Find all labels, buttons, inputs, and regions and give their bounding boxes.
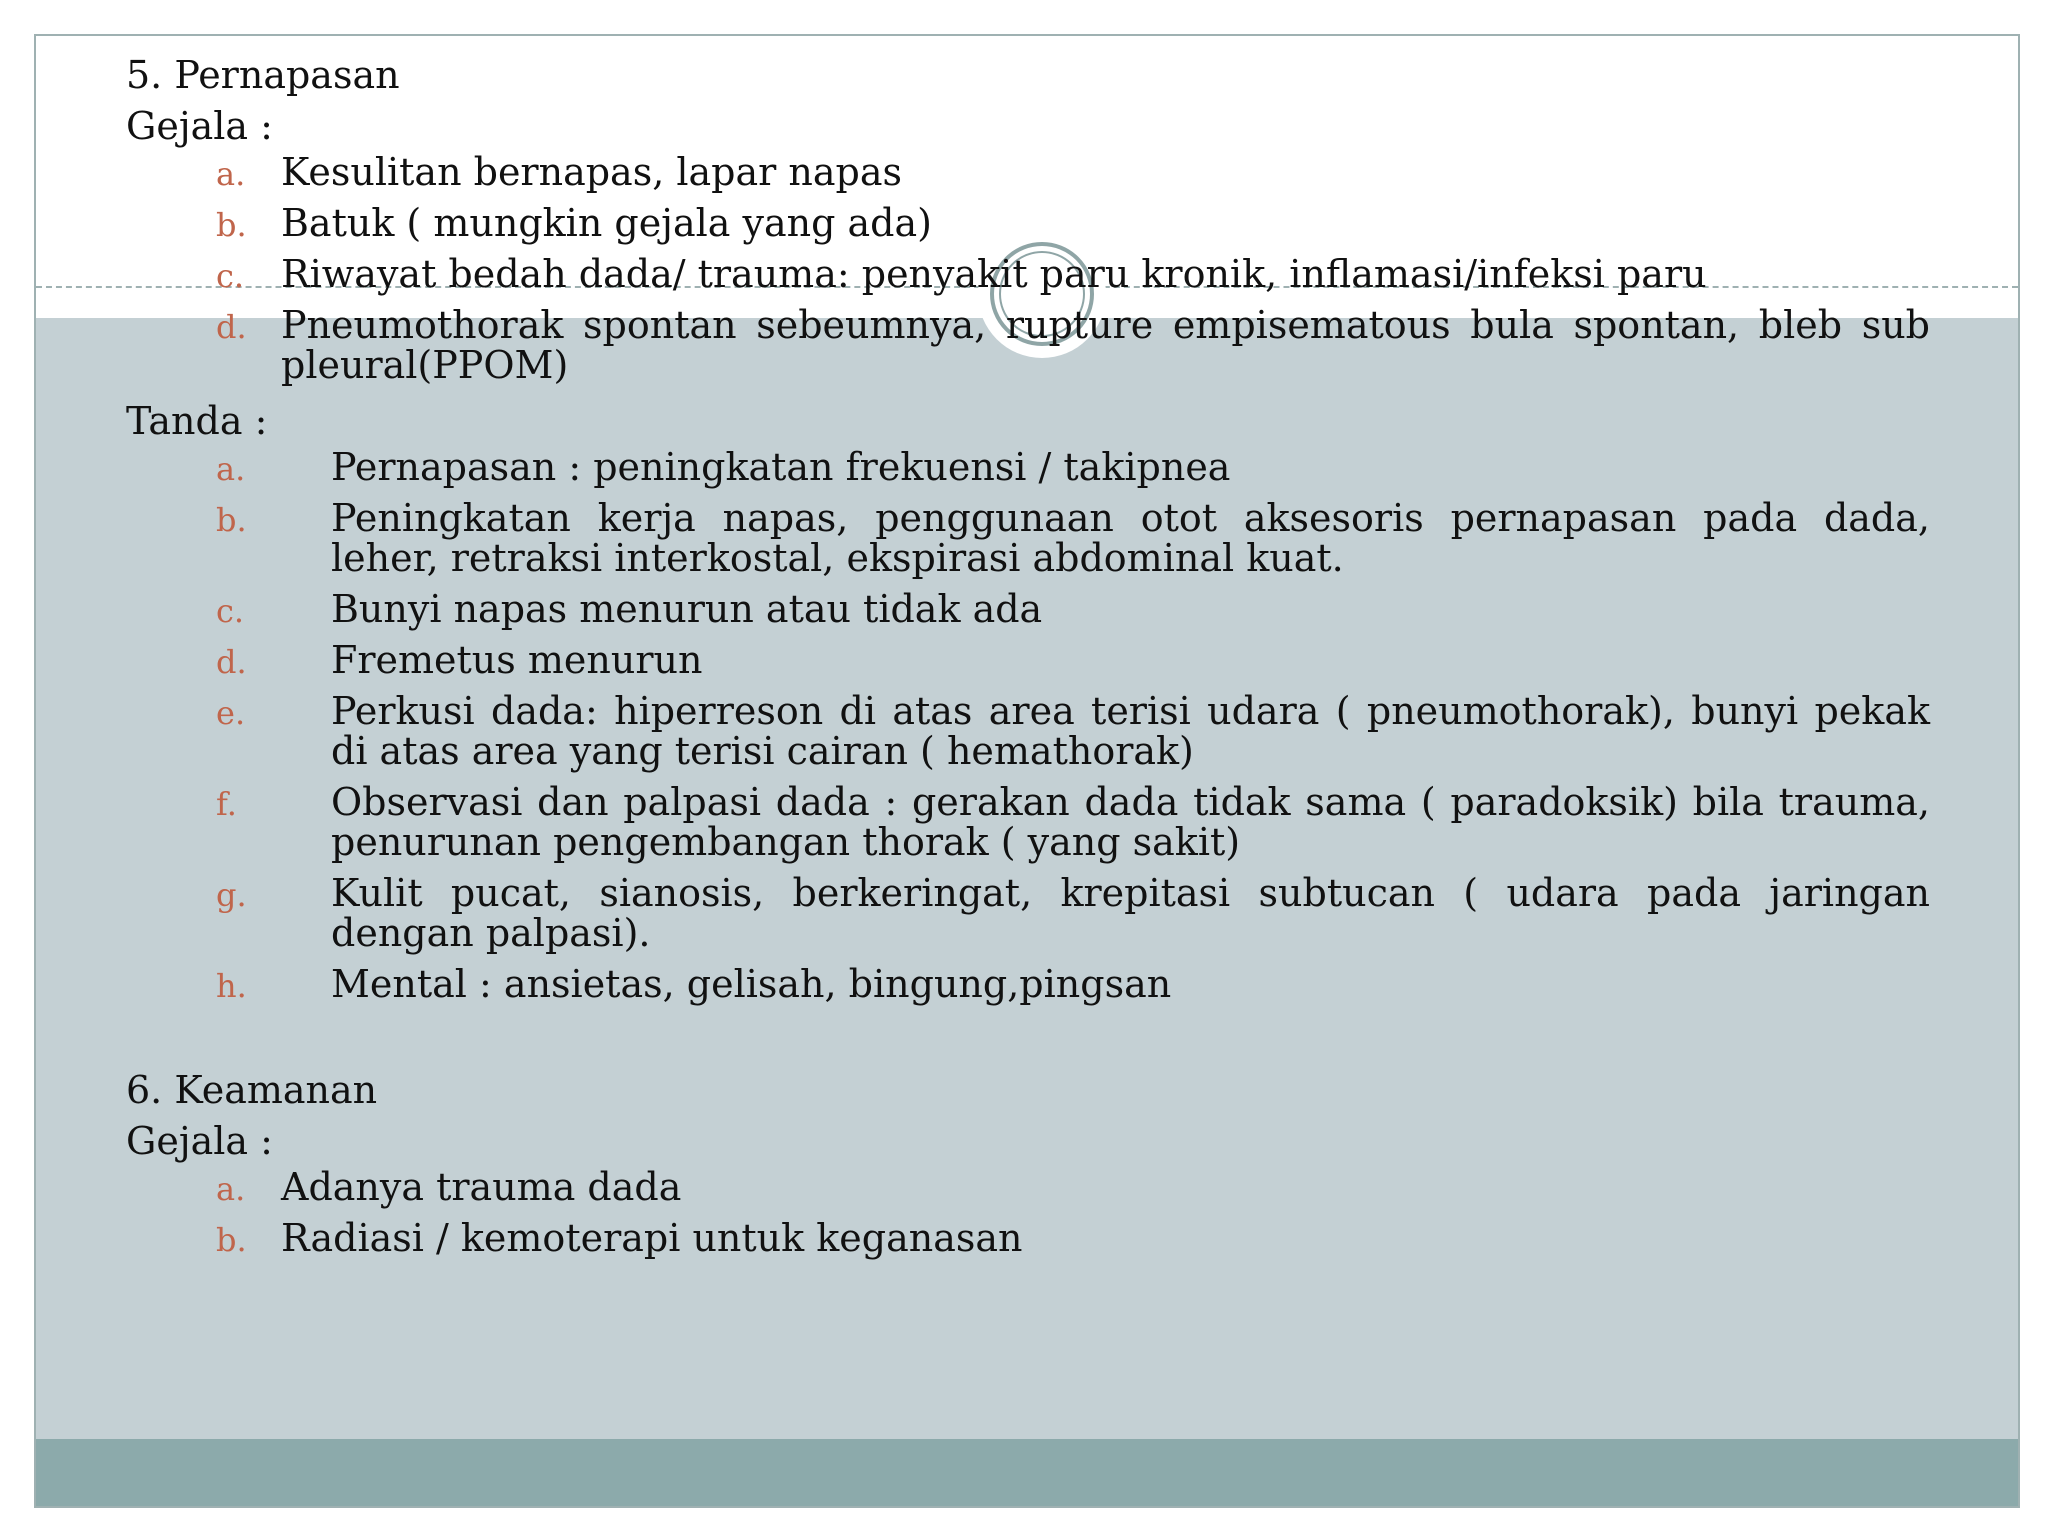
list-item (126, 691, 1930, 782)
list-marker: f. (216, 785, 237, 823)
list-item (126, 782, 1930, 873)
list-marker: d. (216, 643, 247, 681)
list-item (126, 254, 1930, 305)
list-marker: b. (216, 1221, 247, 1259)
list-marker: b. (216, 501, 247, 539)
section-6-gejala-list (126, 1167, 1930, 1269)
list-marker: a. (216, 1170, 246, 1208)
list-item-text: Pernapasan : peningkatan frekuensi / takipnea (331, 445, 1231, 489)
list-item-text: Adanya trauma dada (281, 1165, 682, 1209)
list-item (126, 447, 1930, 498)
section-5-heading: 5. Pernapasan (126, 53, 400, 97)
list-item-text: Radiasi / kemoterapi untuk keganasan (281, 1216, 1023, 1260)
section-5-tanda-label: Tanda : (126, 399, 268, 443)
list-item (126, 589, 1930, 640)
slide (34, 34, 2020, 1508)
section-5-gejala-label: Gejala : (126, 104, 273, 148)
list-item-text: Riwayat bedah dada/ trauma: penyakit paru kronik, inflamasi/infeksi paru (281, 252, 1707, 296)
list-item (126, 873, 1930, 964)
list-marker: c. (216, 257, 245, 295)
list-item-text: Fremetus menurun (331, 638, 703, 682)
list-item-text: Mental : ansietas, gelisah, bingung,pingsan (331, 962, 1172, 1006)
list-item-text: Batuk ( mungkin gejala yang ada) (281, 201, 932, 245)
list-item (126, 964, 1930, 1015)
list-item-text: Perkusi dada: hiperreson di atas area terisi udara ( pneumothorak), bunyi pekak di atas area yang terisi cairan ( hemathorak) (331, 689, 1930, 773)
list-marker: b. (216, 206, 247, 244)
section-spacer (126, 1015, 1930, 1065)
section-6-heading: 6. Keamanan (126, 1068, 378, 1112)
section-5-gejala-list (126, 152, 1930, 396)
list-marker: e. (216, 694, 246, 732)
list-item (126, 1167, 1930, 1218)
slide-content (126, 50, 1930, 1269)
list-item (126, 498, 1930, 589)
list-item (126, 1218, 1930, 1269)
list-item (126, 152, 1930, 203)
section-6-gejala-label: Gejala : (126, 1119, 273, 1163)
list-item (126, 305, 1930, 396)
list-marker: a. (216, 450, 246, 488)
list-marker: d. (216, 308, 247, 346)
list-marker: c. (216, 592, 245, 630)
list-item-text: Peningkatan kerja napas, penggunaan otot aksesoris pernapasan pada dada, leher, retraksi interkostal, ekspirasi abdominal kuat. (331, 496, 1930, 580)
list-item-text: Bunyi napas menurun atau tidak ada (331, 587, 1043, 631)
section-5-tanda-list (126, 447, 1930, 1015)
list-marker: h. (216, 967, 247, 1005)
list-item (126, 203, 1930, 254)
list-item-text: Kesulitan bernapas, lapar napas (281, 150, 903, 194)
list-item-text: Observasi dan palpasi dada : gerakan dada tidak sama ( paradoksik) bila trauma, penurunan pengembangan thorak ( yang sakit) (331, 780, 1930, 864)
list-marker: a. (216, 155, 246, 193)
slide-bottom-band (36, 1439, 2018, 1508)
list-item (126, 640, 1930, 691)
list-item-text: Pneumothorak spontan sebeumnya, rupture empisematous bula spontan, bleb sub pleural(PPOM) (281, 303, 1930, 387)
list-item-text: Kulit pucat, sianosis, berkeringat, krepitasi subtucan ( udara pada jaringan dengan palpasi). (331, 871, 1930, 955)
list-marker: g. (216, 876, 247, 914)
